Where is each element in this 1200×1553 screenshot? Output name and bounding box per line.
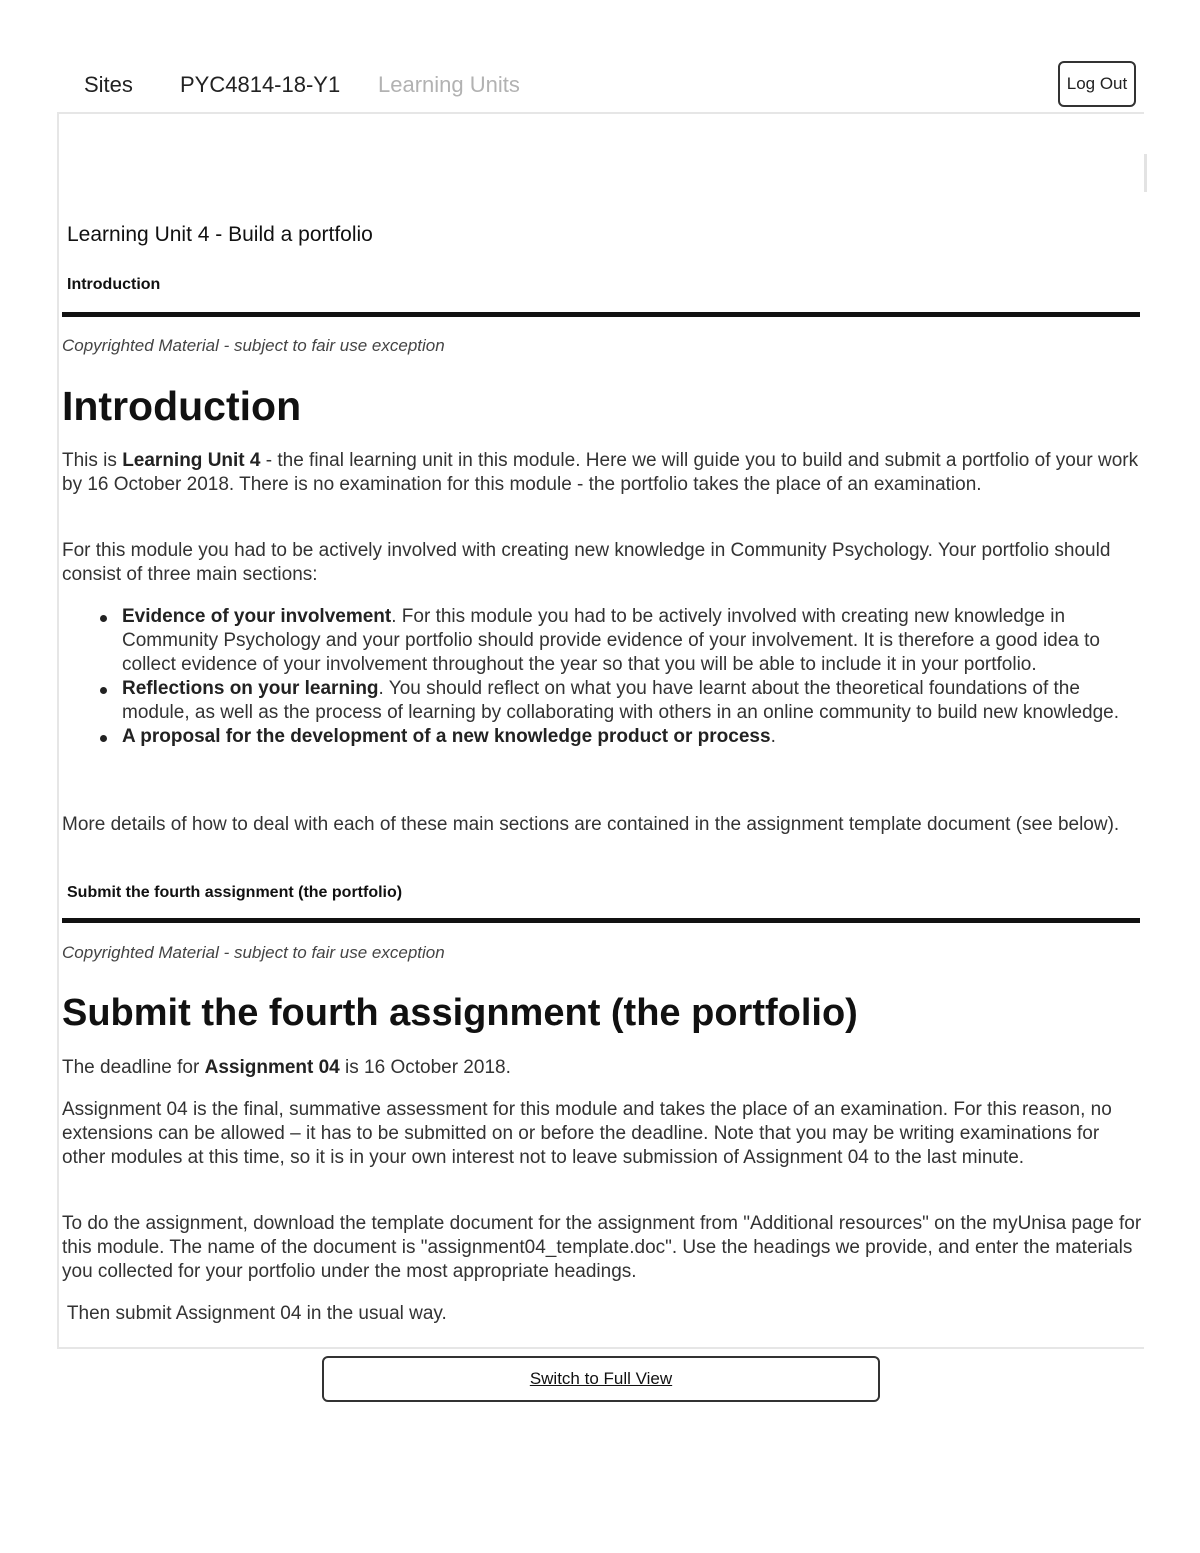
copyright-notice: Copyrighted Material - subject to fair use exception <box>62 336 445 355</box>
list-item: Evidence of your involvement. For this module you had to be actively involved with creating new knowledge in Community Psychology and your portfolio should provide evidence of your involvement. It is therefore a good idea to collect evidence of your involvement throughout the year so that you will be able to include it in your portfolio. <box>62 605 1142 677</box>
logout-button[interactable]: Log Out <box>1058 61 1136 107</box>
intro-paragraph-2: For this module you had to be actively involved with creating new knowledge in Community Psychology. Your portfolio should consist of three main sections: <box>62 540 1111 585</box>
submit-paragraph-4: Then submit Assignment 04 in the usual way. <box>62 1303 447 1324</box>
submit-paragraph-1: The deadline for Assignment 04 is 16 October 2018. <box>62 1057 511 1078</box>
section-label-submit: Submit the fourth assignment (the portfolio) <box>67 884 403 901</box>
submit-paragraph-2: Assignment 04 is the final, summative assessment for this module and takes the place of an examination. For this reason, no extensions can be allowed – it has to be submitted on or before the deadline. Note that you may be writing examinations for other modules at this time, so it is in your own interest not to leave submission of Assignment 04 to the last minute. <box>62 1099 1112 1168</box>
section-heading-submit: Submit the fourth assignment (the portfolio) <box>62 992 858 1034</box>
scrollbar[interactable] <box>1144 154 1147 192</box>
portfolio-sections-list <box>62 605 1142 749</box>
section-divider <box>62 312 1140 317</box>
page-title: Learning Unit 4 - Build a portfolio <box>67 223 373 246</box>
section-label-introduction: Introduction <box>67 276 161 293</box>
bullet-icon <box>100 687 107 694</box>
switch-to-full-view-button[interactable]: Switch to Full View <box>322 1356 880 1402</box>
list-item: A proposal for the development of a new knowledge product or process. <box>62 725 1142 749</box>
top-navigation <box>0 56 1200 114</box>
list-item: Reflections on your learning. You should reflect on what you have learnt about the theoretical foundations of the module, as well as the process of learning by collaborating with others in an online community to build new knowledge. <box>62 677 1142 725</box>
nav-course-link[interactable]: PYC4814-18-Y1 <box>180 72 341 97</box>
section-heading-introduction: Introduction <box>62 383 302 429</box>
nav-learning-units-link[interactable]: Learning Units <box>378 72 520 97</box>
copyright-notice: Copyrighted Material - subject to fair use exception <box>62 943 445 962</box>
bullet-icon <box>100 615 107 622</box>
nav-sites-link[interactable]: Sites <box>84 72 133 97</box>
intro-paragraph-3: More details of how to deal with each of these main sections are contained in the assignment template document (see below). <box>62 814 1120 835</box>
bullet-icon <box>100 735 107 742</box>
section-divider <box>62 918 1140 923</box>
submit-paragraph-3: To do the assignment, download the template document for the assignment from "Additional resources" on the myUnisa page for this module. The name of the document is "assignment04_template.doc". Use the headings we provide, and enter the materials you collected for your portfolio under the most appropriate headings. <box>62 1213 1142 1282</box>
intro-paragraph-1: This is Learning Unit 4 - the final learning unit in this module. Here we will guide you to build and submit a portfolio of your work by 16 October 2018. There is no examination for this module - the portfolio takes the place of an examination. <box>62 450 1139 495</box>
